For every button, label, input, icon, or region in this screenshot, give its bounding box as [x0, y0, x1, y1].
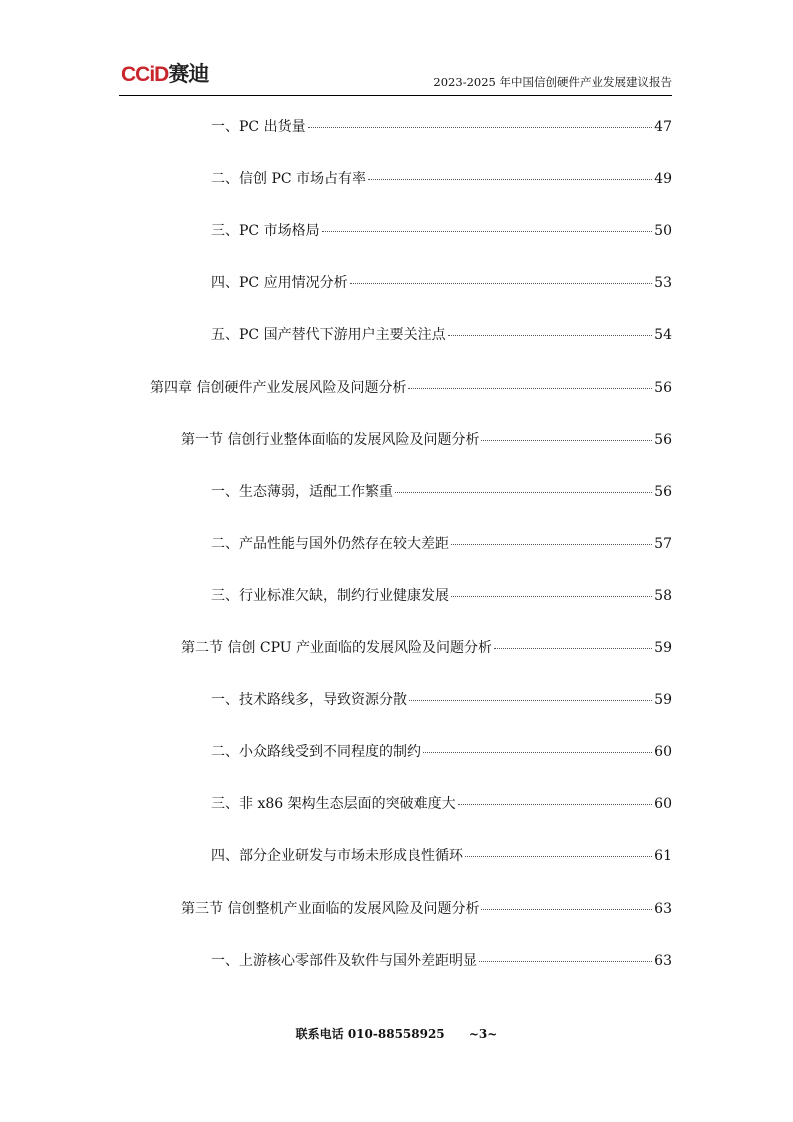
toc-entry-page: 49 — [654, 171, 672, 188]
toc-entry-page: 56 — [654, 431, 672, 448]
dot-leader — [368, 179, 652, 180]
toc-entry-page: 47 — [654, 119, 672, 135]
toc-entry-page: 61 — [654, 848, 672, 865]
dot-leader — [408, 388, 652, 389]
ccid-logo — [121, 58, 208, 88]
toc-entry-page: 56 — [654, 379, 672, 396]
dot-leader — [494, 648, 652, 649]
toc-entry[interactable] — [211, 481, 672, 501]
toc-entry[interactable] — [211, 220, 672, 240]
toc-entry-page: 59 — [654, 640, 672, 656]
toc-entry-title: 三、PC 市场格局 — [211, 223, 320, 240]
dot-leader — [409, 700, 652, 701]
toc-entry[interactable] — [211, 116, 672, 136]
toc-entry-page: 63 — [654, 900, 672, 917]
dot-leader — [448, 335, 653, 336]
toc-entry[interactable] — [211, 324, 672, 344]
toc-entry-title: 第三节 信创整机产业面临的发展风险及问题分析 — [181, 900, 480, 917]
toc-entry[interactable] — [150, 377, 672, 397]
footer — [0, 1025, 793, 1042]
toc-entry[interactable] — [211, 585, 672, 605]
toc-entry-title: 二、信创 PC 市场占有率 — [211, 171, 367, 188]
toc-entry[interactable] — [211, 950, 672, 970]
footer-contact: 联系电话 010-88558925 — [295, 1027, 445, 1041]
toc-entry-page: 54 — [654, 327, 672, 344]
dot-leader — [479, 961, 652, 962]
toc-entry-title: 四、部分企业研发与市场未形成良性循环 — [211, 848, 463, 865]
toc-entry-title: 三、行业标准欠缺，制约行业健康发展 — [211, 587, 449, 604]
dot-leader — [350, 283, 653, 284]
toc-entry-title: 三、非 x86 架构生态层面的突破难度大 — [211, 796, 456, 813]
toc-entry-page: 63 — [654, 952, 672, 969]
toc-entry[interactable] — [181, 429, 672, 449]
page-number: ~3~ — [468, 1027, 498, 1041]
header-title: 2023-2025 年中国信创硬件产业发展建议报告 — [433, 75, 672, 89]
toc-entry-title: 一、生态薄弱，适配工作繁重 — [211, 483, 393, 500]
toc-entry-page: 59 — [654, 692, 672, 709]
toc-entry[interactable] — [211, 272, 672, 292]
toc-entry[interactable] — [211, 533, 672, 553]
dot-leader — [395, 492, 652, 493]
toc-entry[interactable] — [211, 845, 672, 865]
toc-entry[interactable] — [181, 898, 672, 918]
toc-entry-title: 第四章 信创硬件产业发展风险及问题分析 — [150, 379, 407, 396]
dot-leader — [308, 127, 653, 128]
dot-leader — [458, 804, 653, 805]
toc-entry[interactable] — [211, 793, 672, 813]
toc-entry-title: 二、小众路线受到不同程度的制约 — [211, 744, 421, 761]
dot-leader — [481, 909, 652, 910]
dot-leader — [451, 596, 652, 597]
dot-leader — [451, 544, 652, 545]
toc-entry-page: 50 — [654, 223, 672, 240]
toc-entry-title: 第一节 信创行业整体面临的发展风险及问题分析 — [181, 431, 480, 448]
toc-entry[interactable] — [211, 689, 672, 709]
toc-entry-page: 60 — [654, 796, 672, 813]
toc-entry-title: 一、上游核心零部件及软件与国外差距明显 — [211, 952, 477, 969]
toc-entry-page: 57 — [654, 535, 672, 552]
header-divider — [119, 95, 672, 96]
toc-entry-title: 一、技术路线多，导致资源分散 — [211, 692, 407, 709]
dot-leader — [481, 440, 652, 441]
logo-en: CCiD — [121, 63, 169, 86]
toc-entry-page: 58 — [654, 587, 672, 604]
toc-entry-page: 60 — [654, 744, 672, 761]
toc-entry[interactable] — [211, 168, 672, 188]
toc-entry-title: 二、产品性能与国外仍然存在较大差距 — [211, 535, 449, 552]
toc-entry-title: 一、PC 出货量 — [211, 119, 306, 135]
toc-entry-page: 56 — [654, 483, 672, 500]
dot-leader — [322, 231, 653, 232]
toc-entry[interactable] — [211, 741, 672, 761]
dot-leader — [465, 856, 652, 857]
toc-entry[interactable] — [181, 637, 672, 657]
toc-entry-title: 五、PC 国产替代下游用户主要关注点 — [211, 327, 446, 344]
logo-cn: 赛迪 — [168, 63, 209, 86]
toc-entry-title: 四、PC 应用情况分析 — [211, 275, 348, 292]
toc-entry-title: 第二节 信创 CPU 产业面临的发展风险及问题分析 — [181, 640, 493, 656]
toc-entry-page: 53 — [654, 275, 672, 292]
dot-leader — [423, 752, 652, 753]
